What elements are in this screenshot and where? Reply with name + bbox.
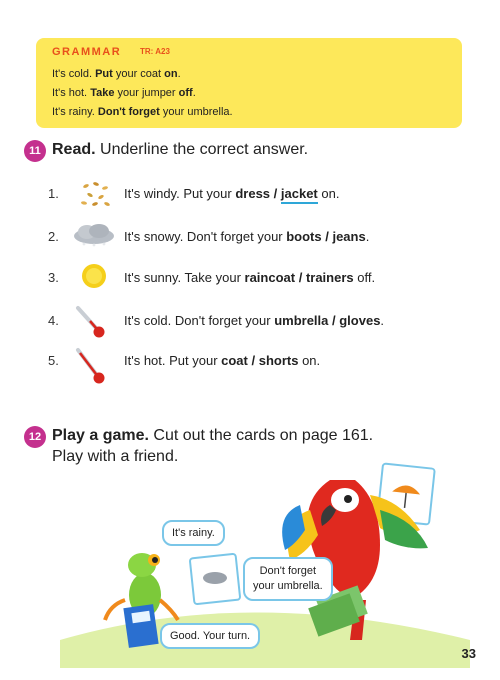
item-2-number: 2.	[48, 229, 59, 244]
answer-option[interactable]: dress	[235, 186, 271, 201]
page-number: 33	[461, 646, 476, 661]
answer-option[interactable]: coat	[221, 353, 248, 368]
answer-option[interactable]: trainers	[305, 270, 354, 285]
item-5-sentence: It's hot. Put your coat / shorts on.	[124, 353, 321, 368]
answer-option[interactable]: shorts	[258, 353, 299, 368]
grammar-track: TR: A23	[140, 47, 170, 56]
grammar-line-3: It's rainy. Don't forget your umbrella.	[52, 106, 233, 118]
exercise-11-badge: 11	[24, 140, 46, 162]
grammar-title: GRAMMAR	[52, 46, 122, 58]
snow-cloud-card-icon	[190, 554, 241, 605]
answer-option[interactable]: umbrella	[274, 313, 329, 328]
exercise-12-badge: 12	[24, 426, 46, 448]
item-5-number: 5.	[48, 353, 59, 368]
exercise-11-heading: Read. Underline the correct answer.	[52, 141, 309, 158]
item-4-sentence: It's cold. Don't forget your umbrella / gloves.	[124, 313, 385, 328]
item-1-number: 1.	[48, 186, 59, 201]
item-4-number: 4.	[48, 313, 59, 328]
answer-option[interactable]: gloves	[339, 313, 381, 328]
item-2-sentence: It's snowy. Don't forget your boots / jeans.	[124, 229, 370, 244]
answer-option[interactable]: jeans	[332, 229, 366, 244]
exercise-12-instruction-line2: Play with a friend.	[52, 448, 179, 465]
item-3-number: 3.	[48, 270, 59, 285]
speech-bubble-rainy: It's rainy.	[162, 520, 225, 546]
speech-bubble-umbrella: Don't forget your umbrella.	[243, 557, 333, 601]
exercise-12-heading: Play a game. Cut out the cards on page 161.	[52, 427, 374, 444]
grammar-line-1: It's cold. Put your coat on.	[52, 68, 181, 80]
grammar-line-2: It's hot. Take your jumper off.	[52, 87, 196, 99]
answer-option[interactable]: boots	[286, 229, 322, 244]
grass-ground	[60, 613, 470, 669]
speech-bubble-your-turn: Good. Your turn.	[160, 623, 260, 649]
answer-option[interactable]: raincoat	[244, 270, 296, 285]
answer-option-underlined[interactable]: jacket	[281, 186, 318, 204]
item-1-sentence: It's windy. Put your dress / jacket on.	[124, 186, 339, 201]
item-3-sentence: It's sunny. Take your raincoat / trainers off.	[124, 270, 376, 285]
